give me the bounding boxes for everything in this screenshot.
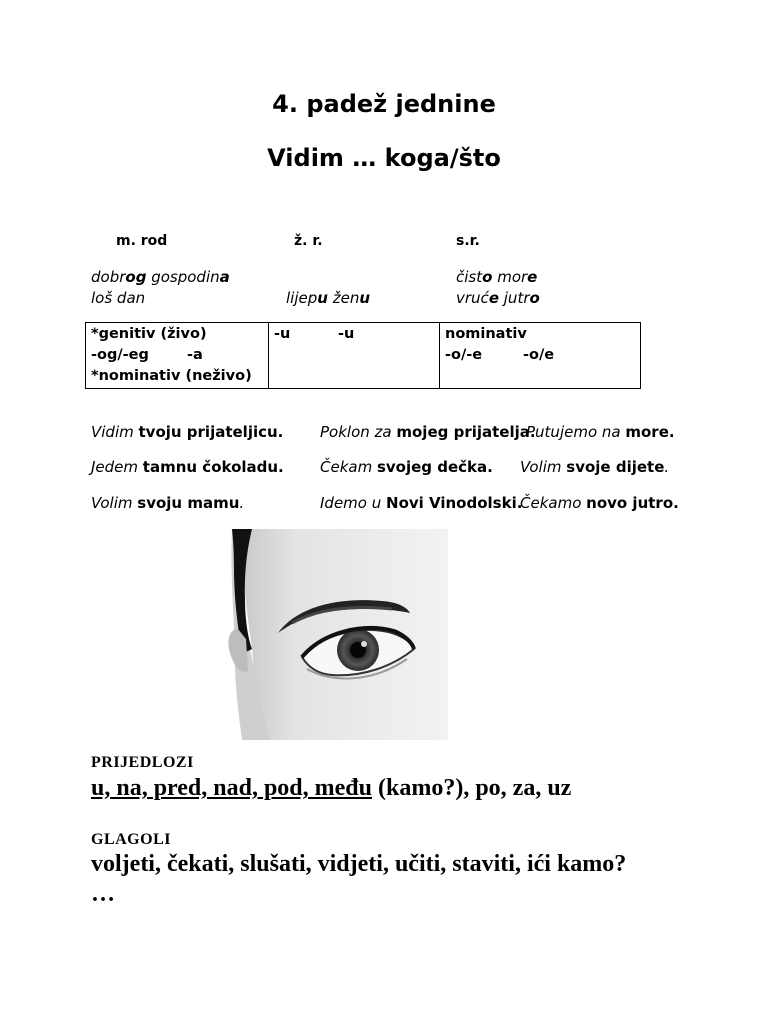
emphasis-text: a (219, 268, 230, 286)
example-masculine-1 (91, 268, 230, 286)
sentence (91, 458, 284, 476)
plain-text: lijep (286, 289, 318, 307)
endings-cell-neuter (440, 323, 641, 389)
sentence (320, 423, 536, 441)
example-masculine-2 (91, 289, 145, 307)
emphasis-text: u (317, 289, 328, 307)
masc-line-2 (91, 345, 263, 366)
emphasis-text: svoju mamu (137, 494, 240, 512)
emphasis-text: og (125, 268, 147, 286)
page-title: 4. padež jednine (272, 90, 496, 118)
emphasis-text: u (359, 289, 371, 307)
verbs-label: GLAGOLI (91, 831, 171, 848)
fem-ending-1: -u (274, 326, 291, 342)
prepositions-list (91, 775, 571, 802)
emphasis-text: tvoju prijateljicu. (138, 423, 284, 441)
emphasis-text: novo jutro. (586, 494, 679, 512)
plain-text: gospodin (146, 268, 220, 286)
neut-ending-1: -o/-e (445, 347, 483, 363)
plain-text: dobr (91, 268, 126, 286)
prepositions-label: PRIJEDLOZI (91, 754, 194, 771)
neut-ending-2: -o/e (523, 347, 555, 363)
plain-text: Volim (520, 458, 567, 476)
sentence (91, 423, 283, 441)
plain-text: . (239, 494, 245, 512)
plain-text: Čekam (320, 458, 377, 476)
sentence (320, 458, 493, 476)
example-feminine-1 (286, 289, 370, 307)
emphasis-text: o (529, 289, 540, 307)
sentence (91, 494, 244, 512)
verbs-list: voljeti, čekati, slušati, vidjeti, učiti, staviti, ići kamo? (91, 851, 627, 877)
plain-text: Volim (91, 494, 138, 512)
header-masculine: m. rod (116, 233, 168, 249)
neut-line-2 (445, 345, 635, 366)
plain-text: Idemo u (320, 494, 387, 512)
plain-text: Jedem (91, 458, 143, 476)
masc-line-3: *nominativ (neživo) (91, 368, 252, 384)
emphasis-text: o (482, 268, 493, 286)
fem-ending-2: -u (338, 326, 355, 342)
plain-text: žen (327, 289, 360, 307)
emphasis-text: e (527, 268, 538, 286)
neut-line-1: nominativ (445, 326, 527, 342)
sentence (526, 423, 675, 441)
plain-text: mor (492, 268, 528, 286)
emphasis-text: svoje dijete (566, 458, 665, 476)
plain-text: Vidim (91, 423, 139, 441)
emphasis-text: e (488, 289, 499, 307)
eye-photo (92, 529, 448, 740)
sentence (520, 458, 669, 476)
plain-text: Putujemo na (526, 423, 626, 441)
plain-text: Čekamo (520, 494, 587, 512)
emphasis-text: mojeg prijatelja. (396, 423, 536, 441)
verbs-ellipsis: … (91, 881, 115, 907)
plain-text: Poklon za (320, 423, 397, 441)
endings-cell-feminine (269, 323, 440, 389)
plain-text: jutr (499, 289, 530, 307)
plain-text: čist (456, 268, 483, 286)
endings-cell-masculine (86, 323, 269, 389)
example-neuter-2 (456, 289, 540, 307)
masc-ending-a: -a (187, 347, 203, 363)
masc-line-1: *genitiv (živo) (91, 326, 207, 342)
emphasis-text: tamnu čokoladu. (142, 458, 284, 476)
plain-text: loš dan (91, 289, 146, 307)
plain-text: vruć (456, 289, 489, 307)
emphasis-text: Novi Vinodolski. (386, 494, 523, 512)
emphasis-text: svojeg dečka. (376, 458, 493, 476)
emphasis-text: more. (625, 423, 675, 441)
page-subtitle: Vidim … koga/što (267, 144, 501, 172)
example-neuter-1 (456, 268, 537, 286)
plain-text: . (664, 458, 670, 476)
endings-table (85, 322, 641, 389)
sentence (520, 494, 679, 512)
sentence (320, 494, 522, 512)
prepositions-underlined: u, na, pred, nad, pod, među (91, 775, 372, 801)
masc-ending-og: -og/-eg (91, 347, 149, 363)
prepositions-rest: (kamo?), po, za, uz (372, 775, 572, 801)
header-neuter: s.r. (456, 233, 480, 249)
header-feminine: ž. r. (294, 233, 323, 249)
